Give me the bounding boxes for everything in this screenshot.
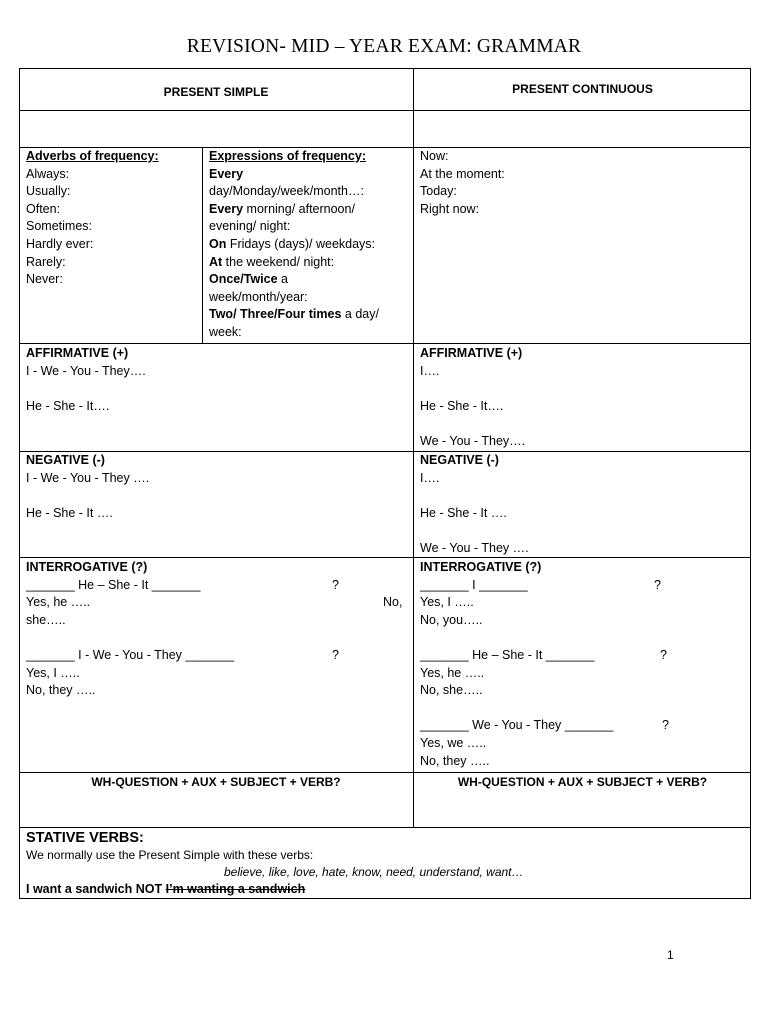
adverb-item: Never: (26, 272, 63, 287)
affirmative-continuous (420, 345, 525, 451)
adverb-item: Sometimes: (26, 219, 92, 234)
affirmative-line: I - We - You - They…. (26, 363, 146, 378)
expressions-heading: Expressions of frequency: (209, 149, 366, 163)
affirmative-heading: AFFIRMATIVE (+) (26, 346, 129, 360)
row-divider (19, 110, 751, 111)
time-expression: At the moment: (420, 166, 505, 181)
negative-line: We - You - They …. (420, 540, 529, 555)
adverb-item: Usually: (26, 184, 71, 199)
adverb-item: Always: (26, 166, 70, 181)
row-divider (19, 343, 751, 344)
expression-line: day/Monday/week/month…: (209, 184, 364, 199)
question-line: _______ I _______ ? (420, 577, 661, 592)
stative-intro: We normally use the Present Simple with these verbs: (26, 848, 314, 862)
row-divider (19, 557, 751, 558)
expression-line: week: (209, 324, 242, 339)
wh-question-continuous: WH-QUESTION + AUX + SUBJECT + VERB? (457, 775, 708, 789)
stative-verb-list: believe, like, love, hate, know, need, understand, want… (224, 865, 524, 879)
stative-verbs (26, 829, 746, 898)
answer-line: Yes, we ….. (420, 735, 487, 750)
row-divider (19, 827, 751, 828)
expressions-of-frequency (209, 148, 379, 342)
expression-line: Two/ Three/Four times a day/ (209, 307, 379, 322)
negative-line: He - She - It …. (26, 505, 113, 520)
affirmative-simple (26, 345, 146, 415)
interrogative-heading: INTERROGATIVE (?) (26, 560, 148, 574)
adverb-item: Rarely: (26, 254, 66, 269)
negative-heading: NEGATIVE (-) (420, 453, 499, 467)
negative-continuous (420, 452, 529, 558)
expression-line: evening/ night: (209, 219, 291, 234)
negative-line: I…. (420, 470, 440, 485)
affirmative-line: We - You - They…. (420, 433, 526, 448)
affirmative-line: He - She - It…. (26, 398, 110, 413)
answer-line: No, they ….. (26, 683, 96, 698)
negative-simple (26, 452, 149, 522)
answer-line: she….. (26, 612, 66, 627)
page-title: REVISION- MID – YEAR EXAM: GRAMMAR (186, 36, 582, 57)
expression-line: At the weekend/ night: (209, 254, 335, 269)
frequency-divider (202, 147, 203, 344)
interrogative-heading: INTERROGATIVE (?) (420, 560, 542, 574)
time-expression: Now: (420, 149, 449, 163)
column-divider (413, 68, 414, 828)
stative-example: I want a sandwich NOT I’m wanting a sandwich (26, 882, 306, 896)
expression-line: Every (209, 166, 244, 181)
question-line: _______ He – She - It _______ ? (420, 647, 667, 662)
adverb-item: Hardly ever: (26, 236, 94, 251)
adverb-item: Often: (26, 201, 61, 216)
expression-line: Once/Twice a (209, 272, 288, 287)
answer-line: Yes, I ….. (420, 595, 474, 610)
header-present-simple: PRESENT SIMPLE (163, 85, 269, 99)
affirmative-line: He - She - It…. (420, 398, 504, 413)
adverbs-heading: Adverbs of frequency: (26, 149, 159, 163)
time-expression: Today: (420, 184, 457, 199)
answer-line: No, they ….. (420, 753, 490, 768)
wh-question-simple: WH-QUESTION + AUX + SUBJECT + VERB? (91, 775, 341, 789)
time-expressions (420, 148, 505, 218)
header-present-continuous: PRESENT CONTINUOUS (512, 82, 653, 96)
expression-line: Every morning/ afternoon/ (209, 201, 355, 216)
answer-line: Yes, he ….. No, (26, 595, 403, 610)
page-number: 1 (667, 948, 674, 962)
expression-line: On Fridays (days)/ weekdays: (209, 236, 376, 251)
expression-line: week/month/year: (209, 289, 308, 304)
adverbs-of-frequency (26, 148, 159, 289)
affirmative-line: I…. (420, 363, 440, 378)
interrogative-continuous (420, 559, 745, 770)
question-line: _______ He – She - It _______ ? (26, 577, 339, 592)
negative-line: He - She - It …. (420, 505, 507, 520)
question-line: _______ I - We - You - They _______ ? (26, 647, 339, 662)
answer-line: No, you….. (420, 612, 483, 627)
answer-line: Yes, I ….. (26, 665, 80, 680)
time-expression: Right now: (420, 201, 480, 216)
answer-line: No, she….. (420, 683, 483, 698)
interrogative-simple (26, 559, 408, 700)
affirmative-heading: AFFIRMATIVE (+) (420, 346, 523, 360)
stative-heading: STATIVE VERBS: (26, 830, 144, 846)
row-divider (19, 772, 751, 773)
negative-heading: NEGATIVE (-) (26, 453, 105, 467)
answer-line: Yes, he ….. (420, 665, 485, 680)
negative-line: I - We - You - They …. (26, 470, 150, 485)
question-line: _______ We - You - They _______ ? (420, 718, 669, 733)
